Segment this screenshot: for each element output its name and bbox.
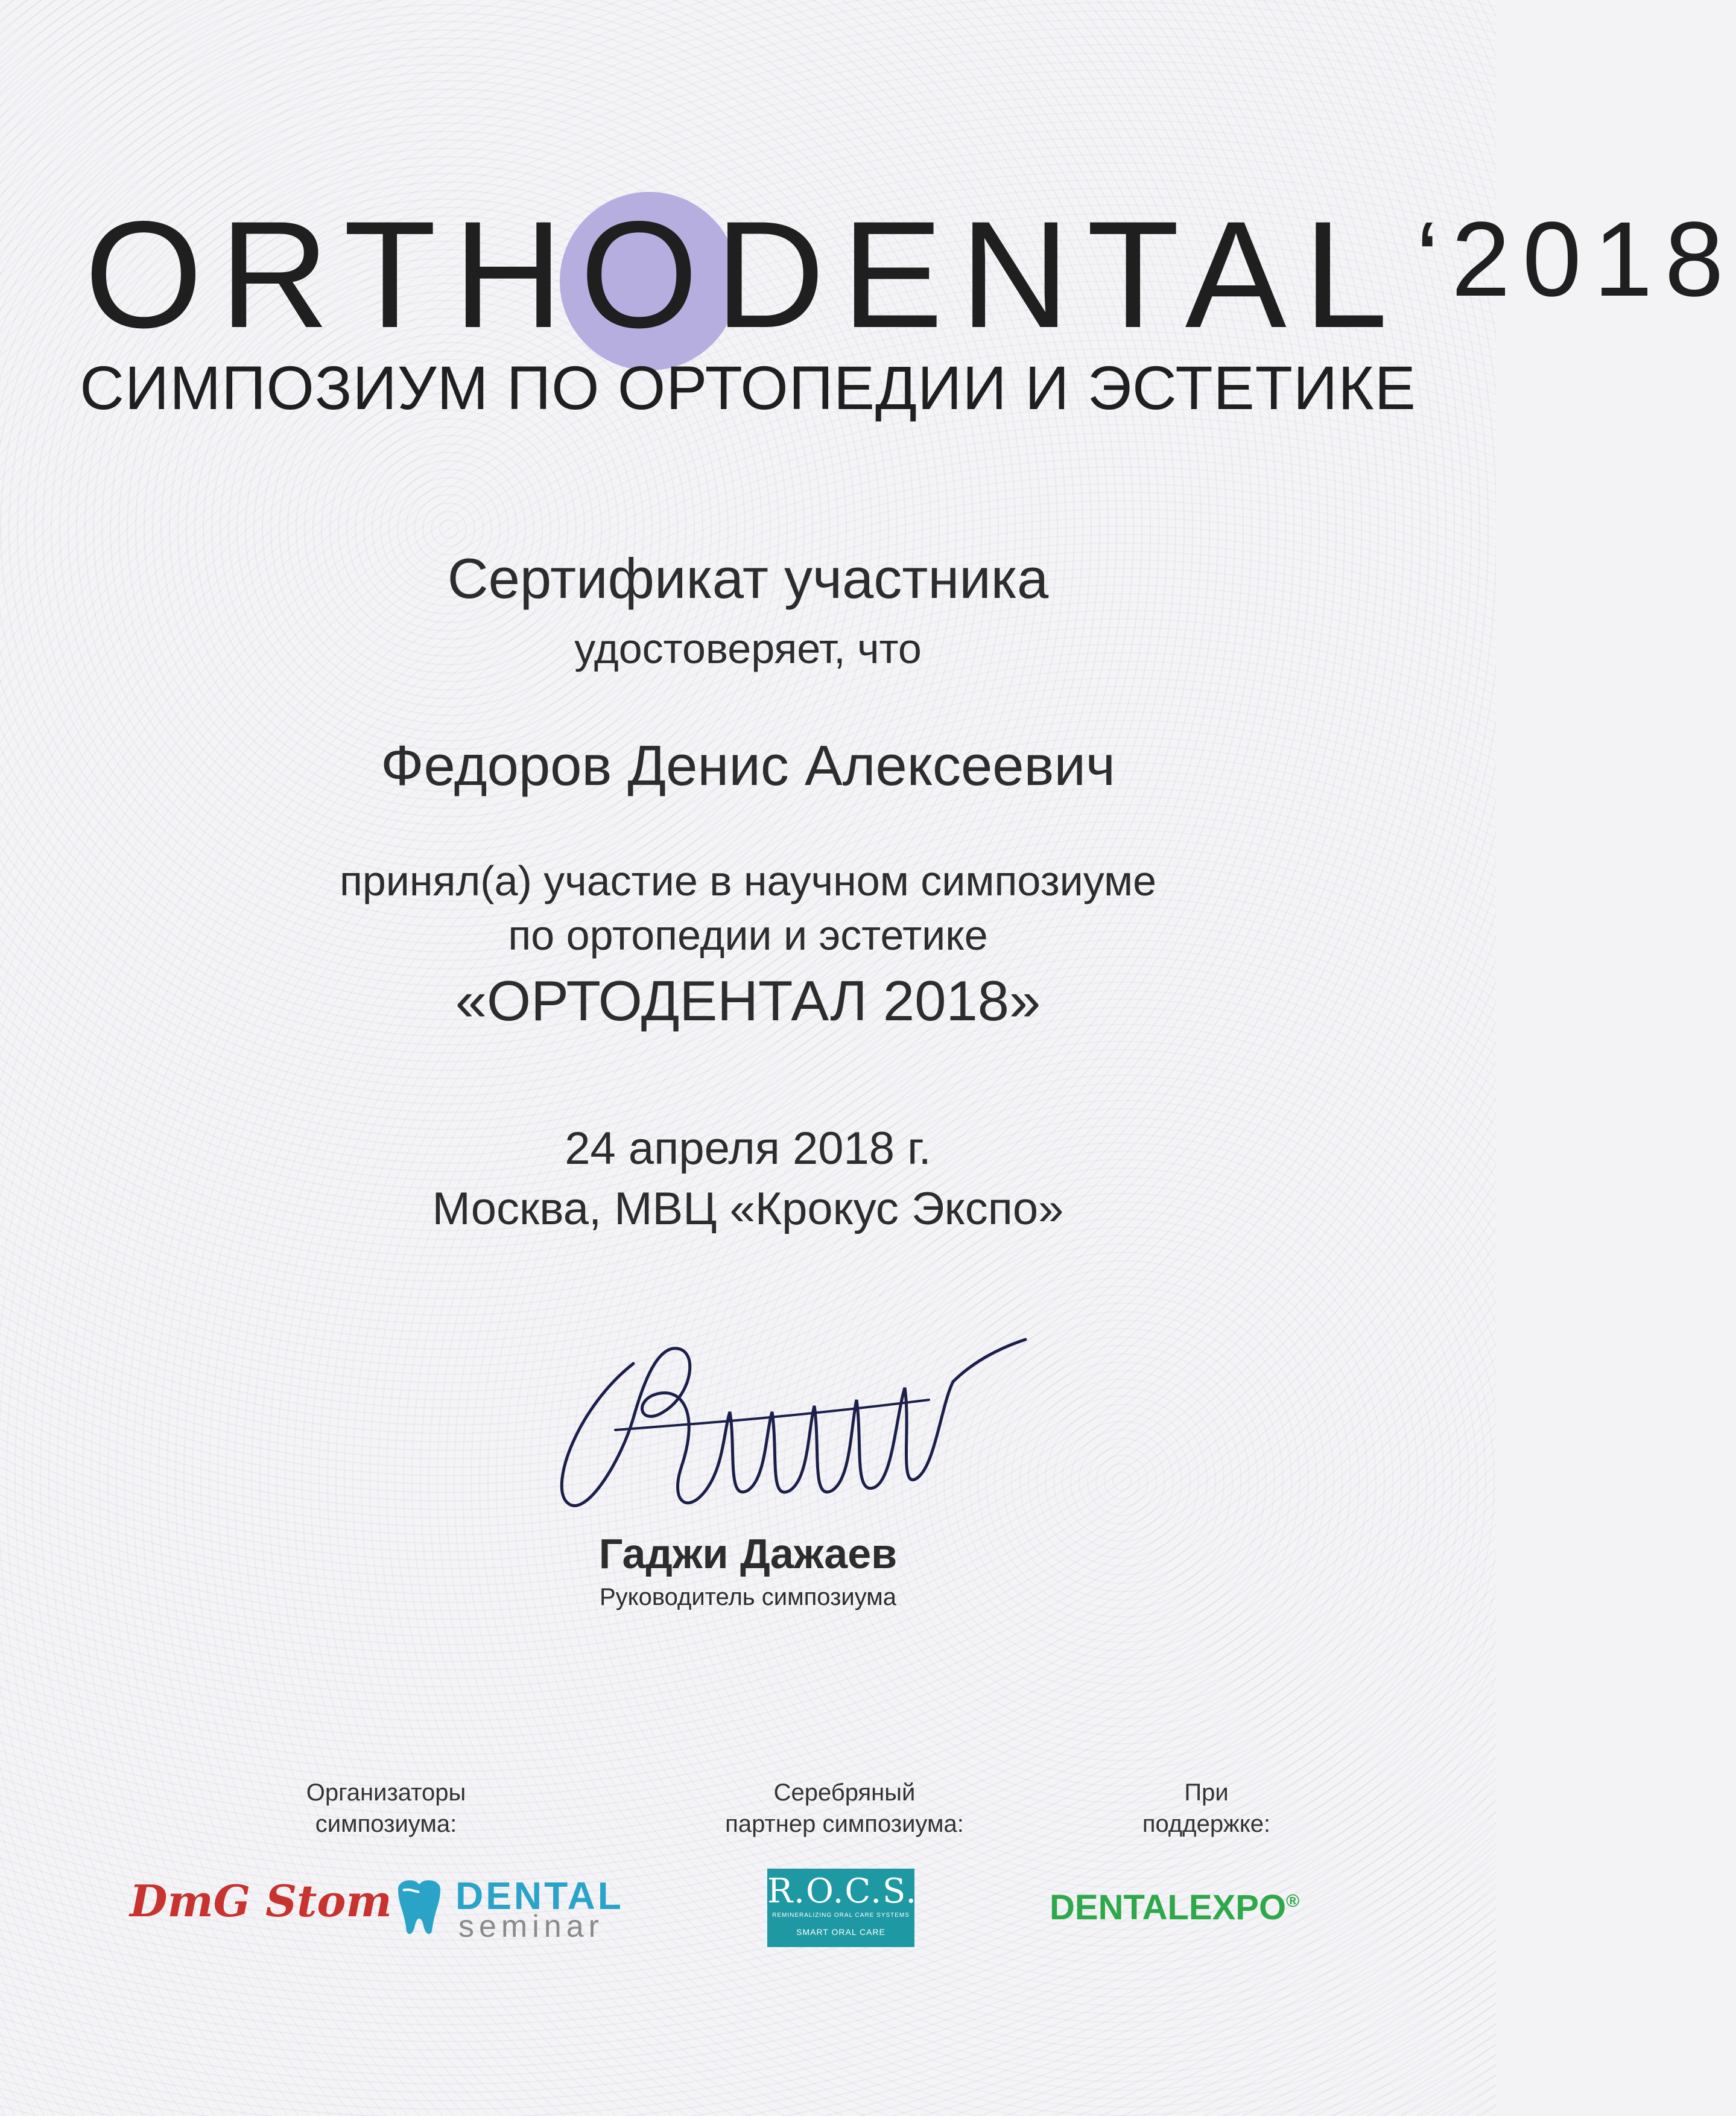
- organizers-label-line-2: симпозиума:: [315, 1811, 457, 1837]
- participant-name: Федоров Денис Алексеевич: [381, 734, 1115, 797]
- signature-image: [543, 1309, 1037, 1539]
- participation-line-2: по ортопедии и эстетике: [508, 912, 988, 959]
- organizers-label-line-1: Организаторы: [306, 1779, 466, 1806]
- event-name: «ОРТОДЕНТАЛ 2018»: [455, 969, 1041, 1032]
- dmg-stom-logo: DmG Stom: [130, 1875, 392, 1927]
- brand-right: NTAL: [960, 190, 1405, 360]
- dental-seminar-logo: [392, 1873, 639, 1944]
- participation-line-1: принял(а) участие в научном симпозиуме: [339, 857, 1157, 904]
- dental-word: DENTAL: [455, 1874, 624, 1917]
- signer-role: Руководитель симпозиума: [599, 1584, 897, 1610]
- signer-name: Гаджи Дажаев: [598, 1530, 898, 1577]
- silver-label-line-1: Серебряный: [773, 1779, 916, 1806]
- rocs-subtext: REMINERALIZING ORAL CARE SYSTEMS: [772, 1912, 910, 1919]
- dentalexpo-logo: [1050, 1887, 1299, 1928]
- brand-title: [84, 190, 1736, 360]
- dentalexpo-word: DENTALEXPO: [1050, 1888, 1287, 1927]
- rocs-brand: R.O.C.S.: [767, 1872, 918, 1911]
- support-label-line-1: При: [1184, 1779, 1229, 1806]
- seminar-word: seminar: [458, 1909, 604, 1944]
- certificate-title: Сертификат участника: [447, 547, 1049, 610]
- rocs-tagline: SMART ORAL CARE: [796, 1927, 885, 1937]
- support-label-line-2: поддержке:: [1142, 1811, 1271, 1837]
- brand-highlight: DE: [715, 190, 960, 360]
- silver-label-line-2: партнер симпозиума:: [725, 1811, 964, 1837]
- certifies-text: удостоверяет, что: [574, 625, 922, 672]
- symposium-subtitle: СИМПОЗИУМ ПО ОРТОПЕДИИ И ЭСТЕТИКЕ: [80, 354, 1416, 422]
- silver-partner-label: [700, 1777, 989, 1840]
- brand-left: ORTHO: [84, 190, 715, 360]
- event-place: Москва, МВЦ «Крокус Экспо»: [432, 1183, 1064, 1234]
- registered-mark: ®: [1286, 1891, 1300, 1911]
- brand-year: ‘2018: [1415, 200, 1736, 319]
- support-label: [1086, 1777, 1327, 1840]
- tooth-icon: [392, 1877, 446, 1937]
- rocs-logo: [767, 1869, 918, 1947]
- event-date: 24 апреля 2018 г.: [565, 1123, 931, 1174]
- organizers-label: [265, 1777, 507, 1840]
